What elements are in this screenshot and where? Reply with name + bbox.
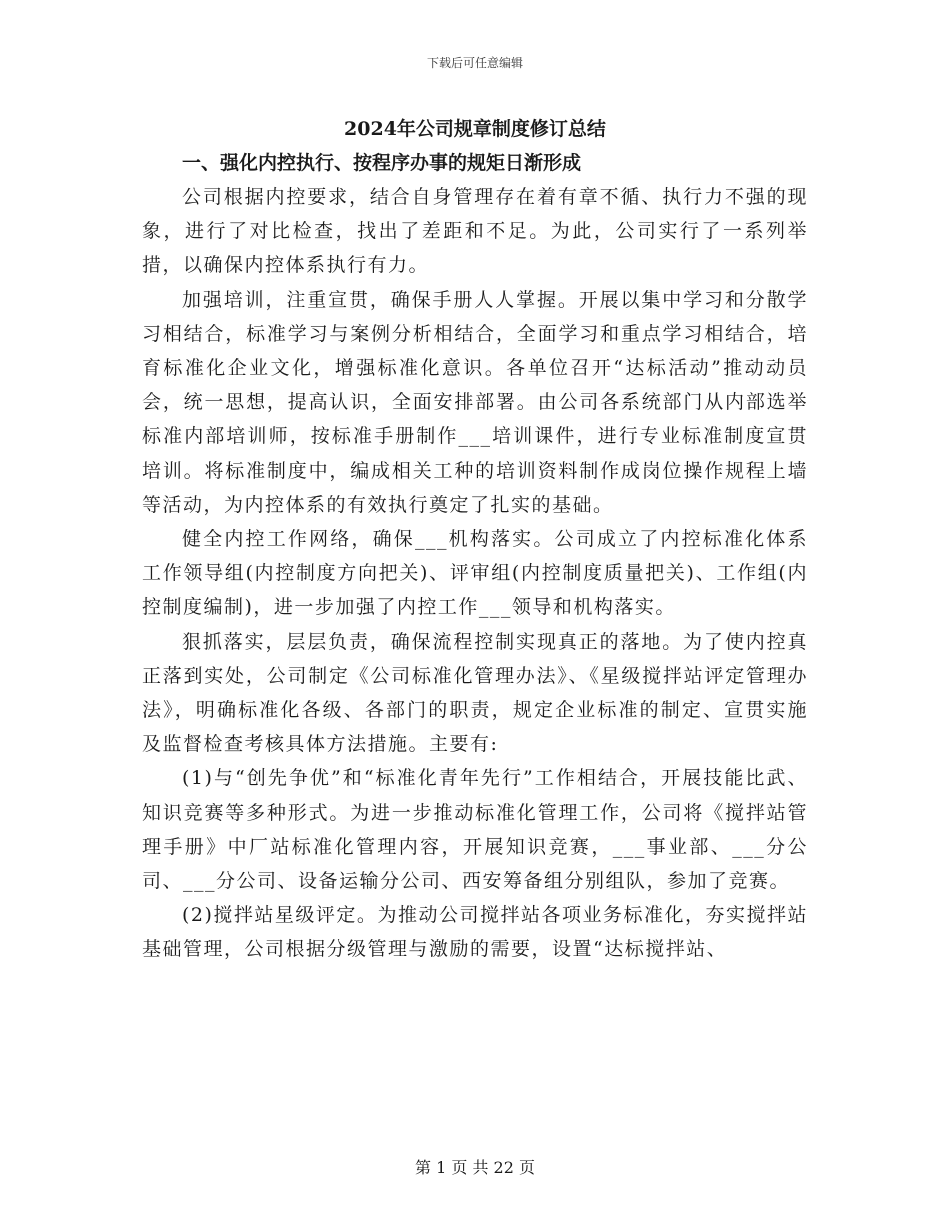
page-header-note: 下载后可任意编辑 <box>426 56 523 70</box>
paragraph: 公司根据内控要求，结合自身管理存在着有章不循、执行力不强的现象，进行了对比检查，找出了差距和不足。为此，公司实行了一系列举措，以确保内控体系执行有力。 <box>142 186 808 277</box>
paragraph: 加强培训，注重宣贯，确保手册人人掌握。开展以集中学习和分散学习相结合，标准学习与案例分析相结合，全面学习和重点学习相结合，培育标准化企业文化，增强标准化意识。各单位召开“达标活动”推动动员会，统一思想，提高认识，全面安排部署。由公司各系统部门从内部选举标准内部培训师，按标准手册制作___培训课件，进行专业标准制度宣贯培训。将标准制度中，编成相关工种的培训资料制作成岗位操作规程上墙等活动，为内控体系的有效执行奠定了扎实的基础。 <box>142 288 808 516</box>
paragraph: (2)搅拌站星级评定。为推动公司搅拌站各项业务标准化，夯实搅拌站基础管理，公司根据分级管理与激励的需要，设置“达标搅拌站、 <box>142 904 808 961</box>
paragraph: 狠抓落实，层层负责，确保流程控制实现真正的落地。为了使内控真正落到实处，公司制定《公司标准化管理办法》、《星级搅拌站评定管理办法》，明确标准化各级、各部门的职责，规定企业标准的制定、宣贯实施及监督检查考核具体方法措施。主要有: <box>142 630 808 756</box>
document-title: 2024年公司规章制度修订总结 <box>344 118 606 140</box>
paragraph: (1)与“创先争优”和“标准化青年先行”工作相结合，开展技能比武、知识竞赛等多种形式。为进一步推动标准化管理工作，公司将《搅拌站管理手册》中厂站标准化管理内容，开展知识竞赛，___事业部、___分公司、___分公司、设备运输分公司、西安筹备组分别组队，参加了竞赛。 <box>142 767 808 893</box>
section-heading: 一、强化内控执行、按程序办事的规矩日渐形成 <box>182 152 582 174</box>
paragraph: 健全内控工作网络，确保___机构落实。公司成立了内控标准化体系工作领导组(内控制度方向把关)、评审组(内控制度质量把关)、工作组(内控制度编制)，进一步加强了内控工作___领导和机构落实。 <box>142 528 808 619</box>
page-number: 第 1 页 共 22 页 <box>415 1158 535 1177</box>
document-body <box>142 146 808 967</box>
